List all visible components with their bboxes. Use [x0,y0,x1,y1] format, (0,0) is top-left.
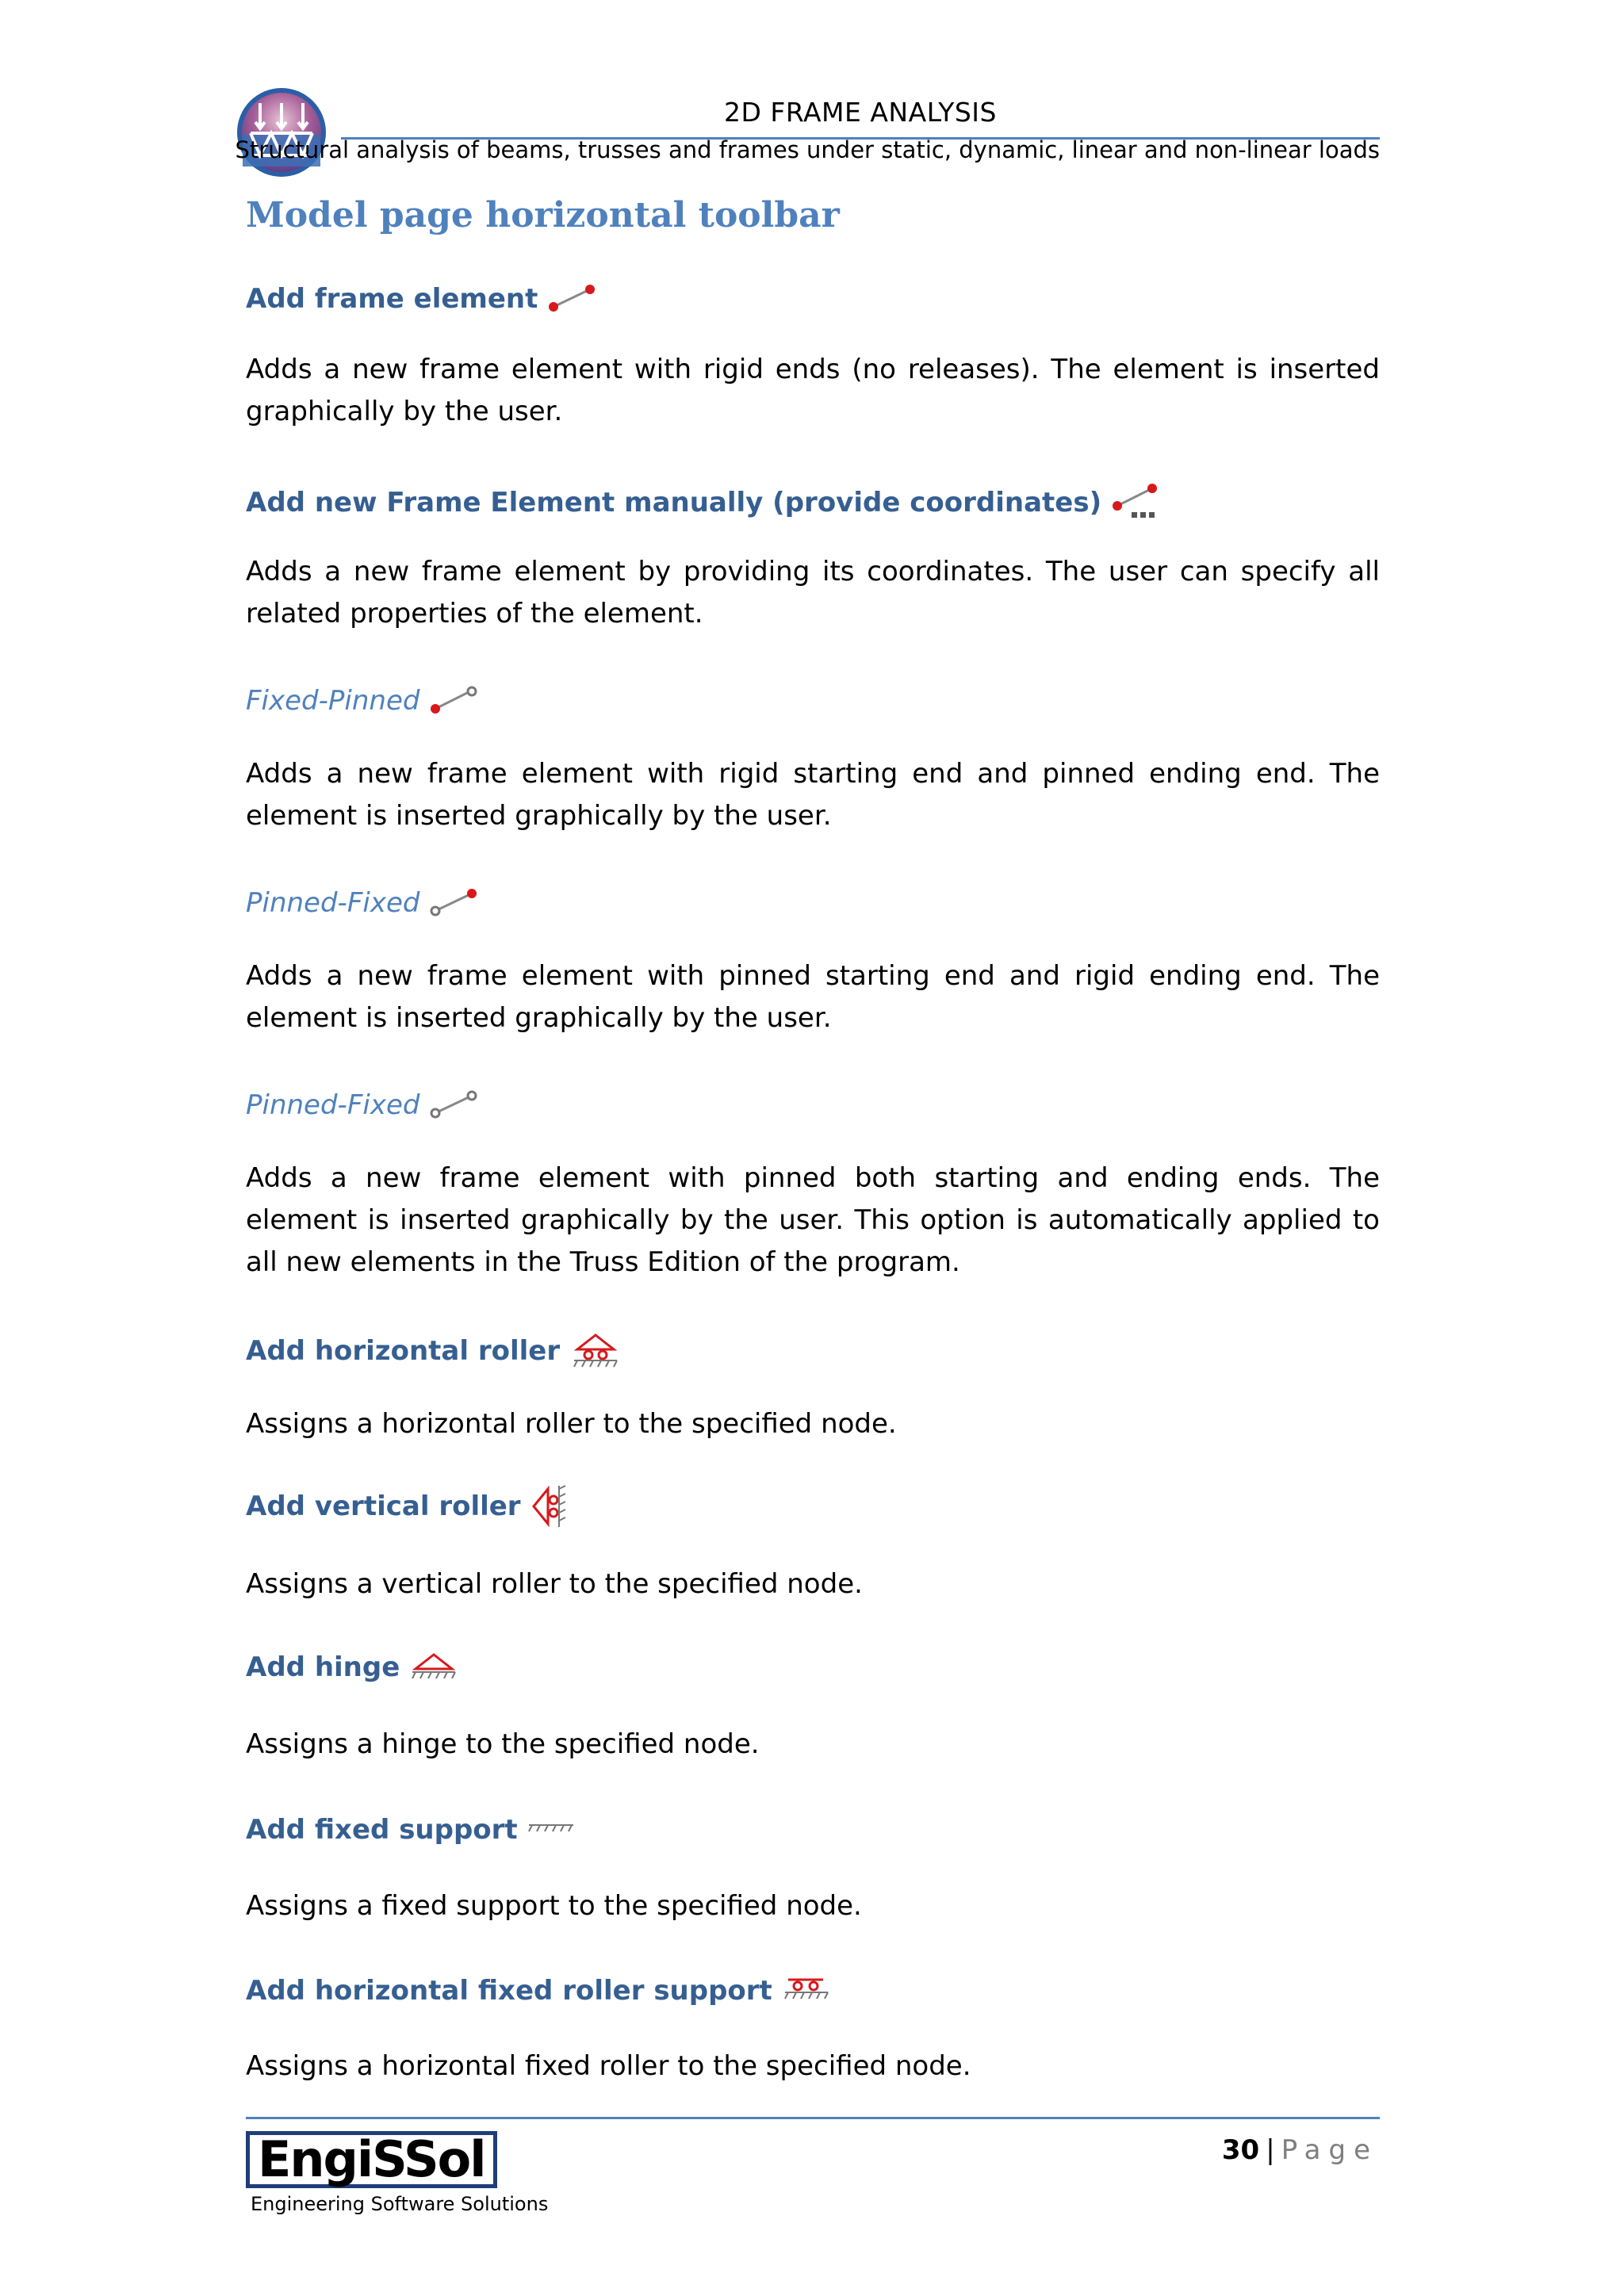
item-heading-pinned-pinned [246,1088,481,1123]
item-heading-label: Add horizontal fixed roller support [246,1975,772,2007]
pinned-fixed-icon [427,886,481,920]
item-heading-add-hinge [246,1651,460,1683]
item-description: Assigns a hinge to the specified node. [246,1728,760,1760]
item-description: Adds a new frame element with rigid starting end and pinned ending end. The element is inserted graphically by the user. [246,758,1380,832]
page-number [1222,2134,1378,2166]
item-description: Assigns a horizontal fixed roller to the specified node. [246,2050,971,2082]
item-description: Adds a new frame element by providing its coordinates. The user can specify all related properties of the element. [246,556,1380,629]
app-logo-icon [235,86,328,179]
horizontal-fixed-roller-icon [780,1976,833,2005]
frame-element-manual-icon [1109,482,1165,523]
fixed-pinned-icon [427,683,481,718]
item-heading-label: Add new Frame Element manually (provide coordinates) [246,487,1102,519]
brand-name: EngiSSol [246,2131,497,2188]
item-heading-label: Pinned-Fixed [246,1089,420,1121]
item-heading-fixed-pinned [246,683,481,718]
item-heading-add-frame-element-manually [246,482,1165,523]
item-heading-add-vertical-roller [246,1483,569,1530]
hinge-icon [408,1651,460,1683]
item-heading-label: Pinned-Fixed [246,887,420,919]
item-description: Assigns a vertical roller to the specified node. [246,1568,863,1600]
document-header-subtitle: Structural analysis of beams, trusses and frames under static, dynamic, linear and non-linear loads [235,136,1380,163]
item-heading-add-frame-element [246,281,599,316]
item-heading-label: Add fixed support [246,1814,518,1846]
fixed-support-icon [526,1820,576,1839]
item-heading-label: Add vertical roller [246,1490,521,1522]
item-description: Assigns a horizontal roller to the specified node. [246,1408,897,1440]
item-description: Assigns a fixed support to the specified node. [246,1890,862,1922]
item-heading-pinned-fixed [246,886,481,920]
section-title: Model page horizontal toolbar [246,195,840,235]
item-heading-label: Add horizontal roller [246,1335,561,1367]
item-heading-add-fixed-support [246,1814,576,1846]
horizontal-roller-icon [568,1332,623,1370]
document-header-title: 2D FRAME ANALYSIS [724,97,997,128]
item-description: Adds a new frame element with pinned both starting and ending ends. The element is inserted graphically by the user. This option is automatically applied to all new elements in the Truss Edition of the program. [246,1162,1380,1278]
frame-element-rigid-icon [546,281,599,316]
item-description: Adds a new frame element with pinned starting end and rigid ending end. The element is inserted graphically by the user. [246,960,1380,1034]
page-word: Page [1281,2134,1378,2166]
footer-divider [246,2117,1380,2119]
item-heading-add-horizontal-roller [246,1332,623,1370]
company-logo [246,2131,548,2215]
page-number-separator: | [1266,2134,1275,2166]
page-number-value: 30 [1221,2134,1260,2166]
item-heading-label: Fixed-Pinned [246,685,420,717]
item-heading-label: Add hinge [246,1651,400,1683]
item-heading-add-horizontal-fixed-roller [246,1975,833,2007]
item-heading-label: Add frame element [246,283,538,315]
item-description: Adds a new frame element with rigid ends (no releases). The element is inserted graphically by the user. [246,354,1380,427]
brand-tagline: Engineering Software Solutions [251,2193,549,2215]
pinned-pinned-icon [427,1088,481,1123]
vertical-roller-icon [529,1483,569,1530]
